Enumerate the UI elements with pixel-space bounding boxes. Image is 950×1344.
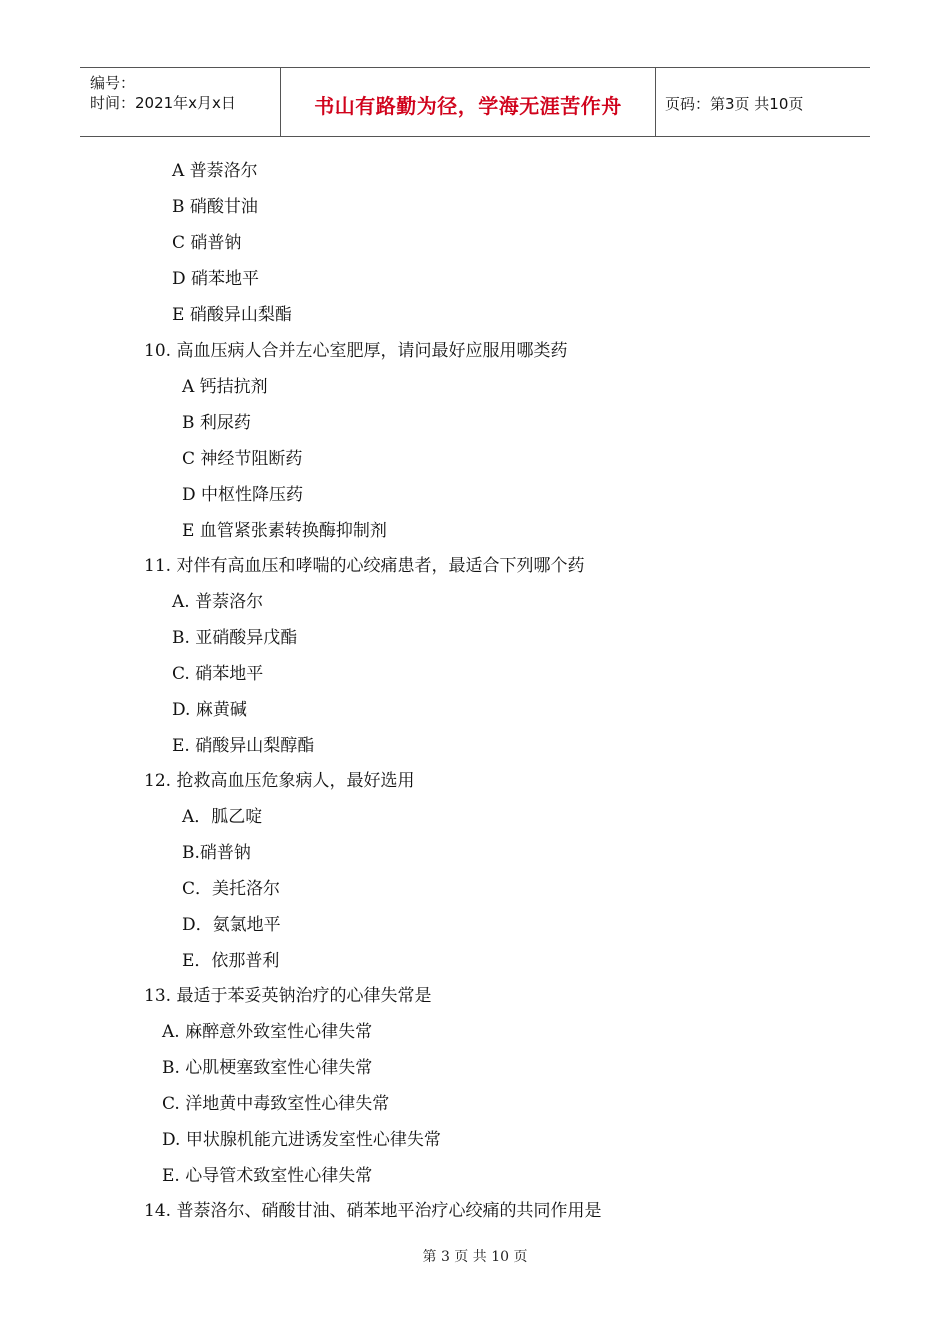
question-stem: 13. 最适于苯妥英钠治疗的心律失常是 xyxy=(144,986,432,1006)
option-line: C．美托洛尔 xyxy=(182,879,281,899)
header-left-cell xyxy=(80,68,280,136)
option-line: D 硝苯地平 xyxy=(172,269,260,289)
page-footer: 第 3 页 共 10 页 xyxy=(422,1249,528,1265)
option-line: B 利尿药 xyxy=(182,413,251,433)
option-line: C 硝普钠 xyxy=(172,233,242,253)
option-line: E 血管紧张素转换酶抑制剂 xyxy=(182,521,387,541)
header-right-cell xyxy=(655,68,870,136)
option-line: B 硝酸甘油 xyxy=(172,197,258,217)
option-line: A 钙拮抗剂 xyxy=(182,377,268,397)
option-line: D. 甲状腺机能亢进诱发室性心律失常 xyxy=(162,1130,441,1150)
option-line: C 神经节阻断药 xyxy=(182,449,303,469)
option-line: E. 心导管术致室性心律失常 xyxy=(162,1166,373,1186)
option-line: A. 普萘洛尔 xyxy=(172,592,264,612)
option-line: D. 麻黄碱 xyxy=(172,700,247,720)
header-middle-cell xyxy=(280,68,656,136)
option-line: D 中枢性降压药 xyxy=(182,485,304,505)
option-line: B. 心肌梗塞致室性心律失常 xyxy=(162,1058,373,1078)
serial-number-label: 编号： xyxy=(90,74,136,92)
option-line: E．依那普利 xyxy=(182,951,280,971)
option-line: B.硝普钠 xyxy=(182,843,251,863)
option-line: D．氨氯地平 xyxy=(182,915,281,935)
question-stem: 12. 抢救高血压危象病人，最好选用 xyxy=(144,771,415,791)
time-label: 时间：2021年x月x日 xyxy=(90,94,236,112)
option-line: A. 麻醉意外致室性心律失常 xyxy=(162,1022,373,1042)
option-line: C. 洋地黄中毒致室性心律失常 xyxy=(162,1094,390,1114)
question-stem: 10. 高血压病人合并左心室肥厚，请问最好应服用哪类药 xyxy=(144,341,568,361)
option-line: C. 硝苯地平 xyxy=(172,664,264,684)
question-stem: 11. 对伴有高血压和哮喘的心绞痛患者，最适合下列哪个药 xyxy=(144,556,585,576)
header-motto: 书山有路勤为径，学海无涯苦作舟 xyxy=(314,94,622,118)
option-line: E 硝酸异山梨酯 xyxy=(172,305,292,325)
option-line: A 普萘洛尔 xyxy=(172,161,258,181)
question-stem: 14. 普萘洛尔、硝酸甘油、硝苯地平治疗心绞痛的共同作用是 xyxy=(144,1201,602,1221)
option-line: A．胍乙啶 xyxy=(182,807,263,827)
page-header xyxy=(80,67,870,137)
header-page-info: 页码：第3页 共10页 xyxy=(665,95,804,113)
option-line: E. 硝酸异山梨醇酯 xyxy=(172,736,315,756)
option-line: B. 亚硝酸异戊酯 xyxy=(172,628,298,648)
